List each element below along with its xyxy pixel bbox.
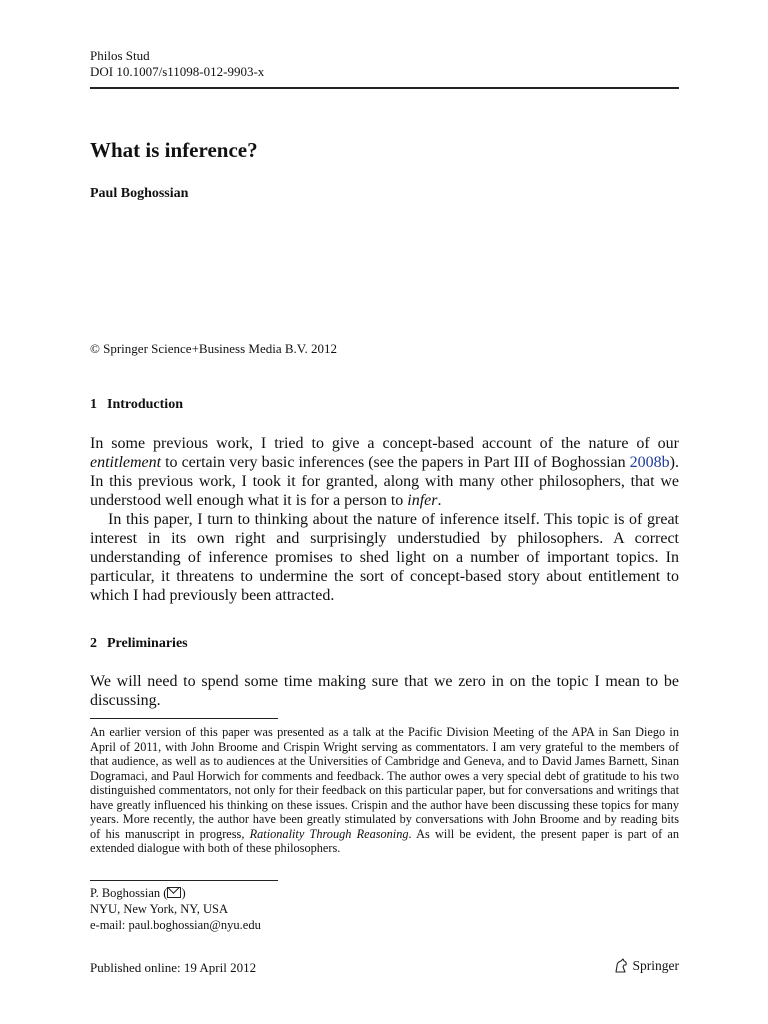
header-rule [90,87,679,89]
section-number: 1 [90,397,97,412]
paragraph: In some previous work, I tried to give a concept-based account of the nature of our entitlement to certain very basic inferences (see the papers in Part III of Boghossian 2008b). In this previous work, I took it for granted, along with many other philosophers, that we understood well enough what it is for a person to infer. [90,435,679,509]
citation-link[interactable]: 2008b [629,454,670,471]
publisher-logo [613,958,680,974]
article-page [90,0,679,1024]
introduction-body [90,434,679,605]
publisher-name: Springer [632,958,679,973]
institution: NYU, New York, NY, USA [90,902,228,916]
section-heading-introduction [90,397,183,413]
section-title: Preliminaries [107,636,188,651]
springer-horse-icon [613,958,629,974]
author-affiliation [90,885,261,933]
journal-header [90,48,264,80]
paragraph: In this paper, I turn to thinking about the nature of inference itself. This topic is of great interest in its own right and surprisingly understudied by philosophers. A correct understanding of inference promises to shed light on a number of important topics. In particular, it threatens to undermine the sort of concept-based story about entitlement to which I had previously been attracted. [90,511,679,604]
section-heading-preliminaries [90,636,188,652]
emphasis: entitlement [90,454,162,471]
envelope-icon [167,887,181,898]
corresponding-author: P. Boghossian ( ) [90,886,186,900]
section-title: Introduction [107,397,183,412]
section-number: 2 [90,636,97,651]
email-address[interactable]: e-mail: paul.boghossian@nyu.edu [90,918,261,932]
article-title: What is inference? [90,138,258,162]
paragraph: We will need to spend some time making sure that we zero in on the topic I mean to be discussing. [90,673,679,709]
author-name: Paul Boghossian [90,186,189,201]
footnote-rule [90,718,278,719]
affiliation-rule [90,880,278,881]
preliminaries-body [90,672,679,710]
doi: DOI 10.1007/s11098-012-9903-x [90,64,265,79]
emphasis: infer [407,492,438,509]
acknowledgement-footnote: An earlier version of this paper was presented as a talk at the Pacific Division Meeting of the APA in San Diego in April of 2011, with John Broome and Crispin Wright serving as commentators. I am very grateful to the members of that audience, as well as to audiences at the Universities of Cambridge and Geneva, and to David James Barnett, Sinan Dogramaci, and Paul Horwich for comments and feedback. The author owes a very special debt of gratitude to his two distinguished commentators, not only for their feedback on this particular paper, but for conversations and writings that have greatly influenced his thinking on these issues. Crispin and the author have been discussing these topics for many years. More recently, the author have been greatly stimulated by conversations with John Broome and by reading bits of his manuscript in progress, Rationality Through Reasoning. As will be evident, the present paper is part of an extended dialogue with both of these philosophers. [90,725,679,855]
published-date: Published online: 19 April 2012 [90,960,257,975]
journal-name: Philos Stud [90,48,150,63]
copyright-notice: © Springer Science+Business Media B.V. 2012 [90,341,337,356]
book-title: Rationality Through Reasoning [249,826,409,841]
